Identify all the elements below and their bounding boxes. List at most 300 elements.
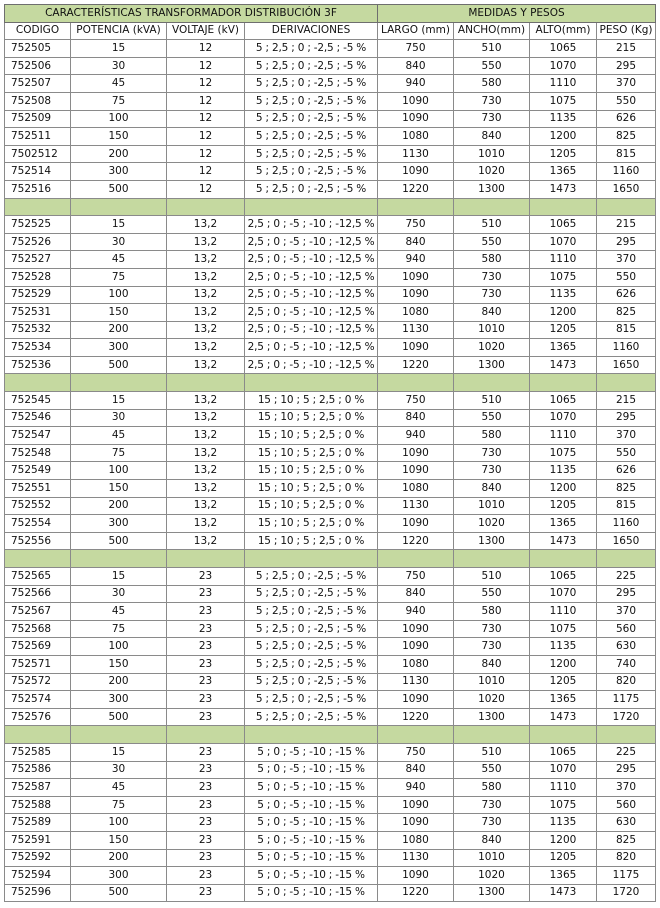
- cell-peso: 626: [597, 286, 656, 304]
- separator-cell: [167, 198, 245, 216]
- cell-codigo: 752525: [5, 216, 71, 234]
- separator-cell: [71, 198, 167, 216]
- cell-codigo: 752549: [5, 462, 71, 480]
- cell-alto: 1205: [530, 849, 597, 867]
- cell-codigo: 752506: [5, 57, 71, 75]
- cell-potencia: 45: [71, 251, 167, 269]
- cell-ancho: 580: [454, 251, 530, 269]
- cell-potencia: 75: [71, 620, 167, 638]
- table-row: [5, 796, 656, 814]
- cell-voltaje: 13,2: [167, 515, 245, 533]
- cell-potencia: 300: [71, 691, 167, 709]
- cell-derivaciones: 2,5 ; 0 ; -5 ; -10 ; -12,5 %: [245, 251, 378, 269]
- column-header-potencia: POTENCIA (kVA): [71, 22, 167, 40]
- cell-peso: 630: [597, 814, 656, 832]
- cell-alto: 1205: [530, 145, 597, 163]
- cell-voltaje: 12: [167, 40, 245, 58]
- cell-derivaciones: 5 ; 0 ; -5 ; -10 ; -15 %: [245, 831, 378, 849]
- cell-alto: 1075: [530, 92, 597, 110]
- cell-voltaje: 13,2: [167, 497, 245, 515]
- cell-ancho: 580: [454, 427, 530, 445]
- separator-cell: [5, 374, 71, 392]
- cell-voltaje: 23: [167, 779, 245, 797]
- cell-potencia: 300: [71, 867, 167, 885]
- column-header-voltaje: VOLTAJE (kV): [167, 22, 245, 40]
- cell-potencia: 500: [71, 884, 167, 902]
- cell-peso: 1160: [597, 339, 656, 357]
- cell-codigo: 752546: [5, 409, 71, 427]
- cell-codigo: 752596: [5, 884, 71, 902]
- cell-alto: 1065: [530, 568, 597, 586]
- cell-potencia: 75: [71, 92, 167, 110]
- cell-voltaje: 23: [167, 691, 245, 709]
- cell-alto: 1200: [530, 655, 597, 673]
- cell-largo: 1080: [378, 480, 454, 498]
- cell-potencia: 30: [71, 57, 167, 75]
- cell-peso: 1650: [597, 532, 656, 550]
- cell-derivaciones: 2,5 ; 0 ; -5 ; -10 ; -12,5 %: [245, 268, 378, 286]
- cell-potencia: 15: [71, 568, 167, 586]
- cell-ancho: 1300: [454, 708, 530, 726]
- cell-voltaje: 23: [167, 761, 245, 779]
- table-row: [5, 92, 656, 110]
- cell-potencia: 150: [71, 655, 167, 673]
- cell-potencia: 500: [71, 356, 167, 374]
- cell-alto: 1200: [530, 831, 597, 849]
- table-row: [5, 75, 656, 93]
- column-header-codigo: CODIGO: [5, 22, 71, 40]
- separator-cell: [71, 550, 167, 568]
- cell-ancho: 840: [454, 128, 530, 146]
- table-row: [5, 321, 656, 339]
- separator-cell: [5, 726, 71, 744]
- cell-alto: 1135: [530, 638, 597, 656]
- cell-voltaje: 23: [167, 867, 245, 885]
- table-row: [5, 779, 656, 797]
- separator-cell: [378, 550, 454, 568]
- cell-codigo: 752514: [5, 163, 71, 181]
- cell-largo: 940: [378, 75, 454, 93]
- cell-largo: 1090: [378, 814, 454, 832]
- cell-potencia: 45: [71, 75, 167, 93]
- cell-codigo: 752554: [5, 515, 71, 533]
- cell-alto: 1070: [530, 233, 597, 251]
- cell-largo: 940: [378, 779, 454, 797]
- table-row: [5, 532, 656, 550]
- cell-potencia: 200: [71, 145, 167, 163]
- cell-voltaje: 23: [167, 585, 245, 603]
- cell-alto: 1065: [530, 743, 597, 761]
- cell-derivaciones: 5 ; 2,5 ; 0 ; -2,5 ; -5 %: [245, 585, 378, 603]
- cell-derivaciones: 5 ; 2,5 ; 0 ; -2,5 ; -5 %: [245, 620, 378, 638]
- cell-ancho: 1010: [454, 321, 530, 339]
- cell-voltaje: 13,2: [167, 321, 245, 339]
- cell-voltaje: 13,2: [167, 356, 245, 374]
- table-row: [5, 691, 656, 709]
- cell-derivaciones: 5 ; 2,5 ; 0 ; -2,5 ; -5 %: [245, 57, 378, 75]
- cell-derivaciones: 5 ; 2,5 ; 0 ; -2,5 ; -5 %: [245, 691, 378, 709]
- cell-voltaje: 23: [167, 638, 245, 656]
- cell-derivaciones: 15 ; 10 ; 5 ; 2,5 ; 0 %: [245, 427, 378, 445]
- cell-potencia: 500: [71, 708, 167, 726]
- cell-voltaje: 13,2: [167, 268, 245, 286]
- cell-codigo: 752507: [5, 75, 71, 93]
- cell-ancho: 1010: [454, 145, 530, 163]
- table-row: [5, 304, 656, 322]
- cell-derivaciones: 5 ; 2,5 ; 0 ; -2,5 ; -5 %: [245, 180, 378, 198]
- cell-largo: 1090: [378, 286, 454, 304]
- cell-ancho: 510: [454, 216, 530, 234]
- cell-voltaje: 13,2: [167, 480, 245, 498]
- separator-cell: [597, 198, 656, 216]
- cell-largo: 840: [378, 57, 454, 75]
- cell-codigo: 752592: [5, 849, 71, 867]
- cell-peso: 370: [597, 427, 656, 445]
- cell-voltaje: 13,2: [167, 286, 245, 304]
- cell-largo: 1090: [378, 620, 454, 638]
- cell-voltaje: 13,2: [167, 462, 245, 480]
- table-row: [5, 163, 656, 181]
- cell-largo: 940: [378, 427, 454, 445]
- cell-derivaciones: 5 ; 2,5 ; 0 ; -2,5 ; -5 %: [245, 128, 378, 146]
- cell-peso: 370: [597, 251, 656, 269]
- cell-ancho: 510: [454, 743, 530, 761]
- cell-largo: 1130: [378, 849, 454, 867]
- cell-peso: 370: [597, 779, 656, 797]
- cell-largo: 840: [378, 585, 454, 603]
- separator-cell: [167, 374, 245, 392]
- cell-ancho: 550: [454, 409, 530, 427]
- cell-voltaje: 12: [167, 180, 245, 198]
- cell-derivaciones: 5 ; 2,5 ; 0 ; -2,5 ; -5 %: [245, 110, 378, 128]
- cell-ancho: 1300: [454, 356, 530, 374]
- cell-largo: 1080: [378, 304, 454, 322]
- table-row: [5, 673, 656, 691]
- cell-voltaje: 12: [167, 92, 245, 110]
- separator-cell: [5, 198, 71, 216]
- cell-largo: 1080: [378, 128, 454, 146]
- table-row: [5, 110, 656, 128]
- cell-derivaciones: 2,5 ; 0 ; -5 ; -10 ; -12,5 %: [245, 321, 378, 339]
- cell-derivaciones: 15 ; 10 ; 5 ; 2,5 ; 0 %: [245, 462, 378, 480]
- column-header-ancho: ANCHO(mm): [454, 22, 530, 40]
- table-row: [5, 462, 656, 480]
- cell-ancho: 730: [454, 796, 530, 814]
- cell-codigo: 752571: [5, 655, 71, 673]
- cell-codigo: 752594: [5, 867, 71, 885]
- cell-derivaciones: 5 ; 0 ; -5 ; -10 ; -15 %: [245, 743, 378, 761]
- table-row: [5, 57, 656, 75]
- cell-potencia: 45: [71, 779, 167, 797]
- table-row: [5, 708, 656, 726]
- cell-ancho: 580: [454, 75, 530, 93]
- cell-codigo: 752536: [5, 356, 71, 374]
- cell-ancho: 550: [454, 57, 530, 75]
- cell-peso: 295: [597, 585, 656, 603]
- cell-ancho: 730: [454, 620, 530, 638]
- cell-largo: 1130: [378, 497, 454, 515]
- cell-potencia: 45: [71, 427, 167, 445]
- cell-peso: 370: [597, 603, 656, 621]
- cell-alto: 1200: [530, 480, 597, 498]
- cell-derivaciones: 15 ; 10 ; 5 ; 2,5 ; 0 %: [245, 532, 378, 550]
- cell-voltaje: 13,2: [167, 216, 245, 234]
- cell-codigo: 752545: [5, 392, 71, 410]
- cell-voltaje: 23: [167, 849, 245, 867]
- cell-codigo: 752529: [5, 286, 71, 304]
- cell-voltaje: 23: [167, 708, 245, 726]
- cell-ancho: 1020: [454, 515, 530, 533]
- group-separator-row: [5, 198, 656, 216]
- column-header-row: [5, 22, 656, 40]
- group-separator-row: [5, 726, 656, 744]
- table-row: [5, 409, 656, 427]
- cell-derivaciones: 15 ; 10 ; 5 ; 2,5 ; 0 %: [245, 409, 378, 427]
- cell-derivaciones: 15 ; 10 ; 5 ; 2,5 ; 0 %: [245, 497, 378, 515]
- cell-potencia: 200: [71, 321, 167, 339]
- cell-voltaje: 23: [167, 884, 245, 902]
- cell-ancho: 1020: [454, 163, 530, 181]
- cell-alto: 1065: [530, 40, 597, 58]
- table-row: [5, 480, 656, 498]
- cell-ancho: 550: [454, 761, 530, 779]
- cell-largo: 750: [378, 40, 454, 58]
- cell-codigo: 752566: [5, 585, 71, 603]
- cell-peso: 225: [597, 743, 656, 761]
- column-header-derivaciones: DERIVACIONES: [245, 22, 378, 40]
- cell-peso: 295: [597, 233, 656, 251]
- separator-cell: [378, 726, 454, 744]
- cell-largo: 1090: [378, 462, 454, 480]
- cell-voltaje: 13,2: [167, 409, 245, 427]
- cell-voltaje: 12: [167, 128, 245, 146]
- cell-ancho: 730: [454, 110, 530, 128]
- table-row: [5, 884, 656, 902]
- cell-alto: 1135: [530, 462, 597, 480]
- cell-derivaciones: 5 ; 2,5 ; 0 ; -2,5 ; -5 %: [245, 75, 378, 93]
- table-row: [5, 216, 656, 234]
- cell-potencia: 30: [71, 761, 167, 779]
- cell-derivaciones: 5 ; 2,5 ; 0 ; -2,5 ; -5 %: [245, 603, 378, 621]
- table-row: [5, 427, 656, 445]
- cell-derivaciones: 5 ; 0 ; -5 ; -10 ; -15 %: [245, 884, 378, 902]
- separator-cell: [167, 550, 245, 568]
- cell-voltaje: 23: [167, 655, 245, 673]
- cell-derivaciones: 5 ; 2,5 ; 0 ; -2,5 ; -5 %: [245, 708, 378, 726]
- separator-cell: [454, 550, 530, 568]
- cell-peso: 1160: [597, 515, 656, 533]
- separator-cell: [530, 198, 597, 216]
- cell-largo: 1130: [378, 321, 454, 339]
- cell-ancho: 730: [454, 462, 530, 480]
- table-body: [5, 40, 656, 902]
- cell-codigo: 752547: [5, 427, 71, 445]
- cell-derivaciones: 2,5 ; 0 ; -5 ; -10 ; -12,5 %: [245, 233, 378, 251]
- separator-cell: [378, 374, 454, 392]
- cell-ancho: 840: [454, 304, 530, 322]
- cell-alto: 1200: [530, 128, 597, 146]
- cell-voltaje: 13,2: [167, 233, 245, 251]
- cell-peso: 295: [597, 761, 656, 779]
- group-separator-row: [5, 550, 656, 568]
- table-row: [5, 145, 656, 163]
- cell-alto: 1075: [530, 444, 597, 462]
- cell-peso: 815: [597, 145, 656, 163]
- cell-codigo: 752585: [5, 743, 71, 761]
- cell-derivaciones: 5 ; 2,5 ; 0 ; -2,5 ; -5 %: [245, 673, 378, 691]
- separator-cell: [530, 726, 597, 744]
- cell-alto: 1065: [530, 216, 597, 234]
- cell-ancho: 730: [454, 268, 530, 286]
- cell-alto: 1365: [530, 339, 597, 357]
- separator-cell: [454, 198, 530, 216]
- separator-cell: [597, 726, 656, 744]
- cell-ancho: 580: [454, 603, 530, 621]
- cell-ancho: 840: [454, 655, 530, 673]
- cell-codigo: 752568: [5, 620, 71, 638]
- cell-largo: 1130: [378, 673, 454, 691]
- cell-derivaciones: 2,5 ; 0 ; -5 ; -10 ; -12,5 %: [245, 216, 378, 234]
- cell-largo: 840: [378, 233, 454, 251]
- cell-derivaciones: 5 ; 0 ; -5 ; -10 ; -15 %: [245, 814, 378, 832]
- cell-alto: 1075: [530, 796, 597, 814]
- cell-derivaciones: 5 ; 2,5 ; 0 ; -2,5 ; -5 %: [245, 163, 378, 181]
- cell-peso: 740: [597, 655, 656, 673]
- cell-alto: 1135: [530, 814, 597, 832]
- cell-alto: 1110: [530, 779, 597, 797]
- cell-alto: 1110: [530, 603, 597, 621]
- cell-largo: 940: [378, 251, 454, 269]
- cell-largo: 840: [378, 761, 454, 779]
- cell-codigo: 752565: [5, 568, 71, 586]
- table-row: [5, 515, 656, 533]
- cell-ancho: 1300: [454, 180, 530, 198]
- cell-codigo: 752587: [5, 779, 71, 797]
- cell-ancho: 730: [454, 814, 530, 832]
- cell-largo: 1220: [378, 708, 454, 726]
- cell-peso: 370: [597, 75, 656, 93]
- cell-derivaciones: 15 ; 10 ; 5 ; 2,5 ; 0 %: [245, 392, 378, 410]
- cell-alto: 1075: [530, 268, 597, 286]
- cell-derivaciones: 2,5 ; 0 ; -5 ; -10 ; -12,5 %: [245, 304, 378, 322]
- cell-peso: 1650: [597, 180, 656, 198]
- cell-alto: 1365: [530, 867, 597, 885]
- cell-peso: 820: [597, 849, 656, 867]
- cell-derivaciones: 5 ; 0 ; -5 ; -10 ; -15 %: [245, 867, 378, 885]
- cell-ancho: 1010: [454, 497, 530, 515]
- cell-alto: 1205: [530, 497, 597, 515]
- cell-potencia: 30: [71, 585, 167, 603]
- table-row: [5, 268, 656, 286]
- cell-largo: 1080: [378, 655, 454, 673]
- separator-cell: [245, 374, 378, 392]
- cell-codigo: 752532: [5, 321, 71, 339]
- cell-ancho: 840: [454, 831, 530, 849]
- cell-codigo: 752567: [5, 603, 71, 621]
- cell-potencia: 200: [71, 497, 167, 515]
- cell-codigo: 752527: [5, 251, 71, 269]
- table-row: [5, 497, 656, 515]
- cell-ancho: 730: [454, 638, 530, 656]
- column-header-largo: LARGO (mm): [378, 22, 454, 40]
- cell-codigo: 752586: [5, 761, 71, 779]
- cell-largo: 1090: [378, 110, 454, 128]
- cell-codigo: 752505: [5, 40, 71, 58]
- cell-codigo: 752528: [5, 268, 71, 286]
- cell-peso: 225: [597, 568, 656, 586]
- separator-cell: [5, 550, 71, 568]
- table-row: [5, 286, 656, 304]
- table-row: [5, 743, 656, 761]
- group-title-dimensions: MEDIDAS Y PESOS: [378, 5, 656, 23]
- cell-alto: 1473: [530, 532, 597, 550]
- cell-ancho: 510: [454, 568, 530, 586]
- cell-ancho: 1300: [454, 532, 530, 550]
- cell-largo: 1220: [378, 532, 454, 550]
- cell-derivaciones: 15 ; 10 ; 5 ; 2,5 ; 0 %: [245, 444, 378, 462]
- cell-derivaciones: 5 ; 0 ; -5 ; -10 ; -15 %: [245, 761, 378, 779]
- cell-potencia: 150: [71, 480, 167, 498]
- cell-peso: 1720: [597, 708, 656, 726]
- cell-derivaciones: 2,5 ; 0 ; -5 ; -10 ; -12,5 %: [245, 356, 378, 374]
- cell-peso: 626: [597, 462, 656, 480]
- cell-peso: 825: [597, 480, 656, 498]
- table-row: [5, 251, 656, 269]
- cell-largo: 750: [378, 568, 454, 586]
- cell-peso: 820: [597, 673, 656, 691]
- cell-alto: 1200: [530, 304, 597, 322]
- cell-potencia: 200: [71, 673, 167, 691]
- column-header-alto: ALTO(mm): [530, 22, 597, 40]
- cell-voltaje: 23: [167, 814, 245, 832]
- table-row: [5, 603, 656, 621]
- cell-codigo: 752556: [5, 532, 71, 550]
- separator-cell: [454, 726, 530, 744]
- cell-voltaje: 23: [167, 620, 245, 638]
- table-row: [5, 849, 656, 867]
- cell-codigo: 752511: [5, 128, 71, 146]
- separator-cell: [245, 550, 378, 568]
- cell-largo: 1090: [378, 796, 454, 814]
- table-row: [5, 444, 656, 462]
- cell-voltaje: 13,2: [167, 339, 245, 357]
- cell-largo: 1220: [378, 884, 454, 902]
- transformer-spec-table: [4, 4, 656, 902]
- separator-cell: [378, 198, 454, 216]
- cell-alto: 1205: [530, 321, 597, 339]
- cell-potencia: 30: [71, 233, 167, 251]
- cell-largo: 1090: [378, 444, 454, 462]
- separator-cell: [245, 726, 378, 744]
- cell-largo: 1130: [378, 145, 454, 163]
- cell-largo: 1090: [378, 867, 454, 885]
- table-row: [5, 867, 656, 885]
- cell-largo: 940: [378, 603, 454, 621]
- cell-potencia: 75: [71, 268, 167, 286]
- cell-alto: 1070: [530, 585, 597, 603]
- cell-alto: 1110: [530, 251, 597, 269]
- cell-alto: 1135: [530, 286, 597, 304]
- cell-potencia: 15: [71, 743, 167, 761]
- table-row: [5, 180, 656, 198]
- cell-alto: 1473: [530, 180, 597, 198]
- cell-codigo: 752548: [5, 444, 71, 462]
- cell-derivaciones: 5 ; 2,5 ; 0 ; -2,5 ; -5 %: [245, 638, 378, 656]
- table-row: [5, 585, 656, 603]
- table-row: [5, 761, 656, 779]
- cell-peso: 550: [597, 268, 656, 286]
- cell-largo: 1090: [378, 691, 454, 709]
